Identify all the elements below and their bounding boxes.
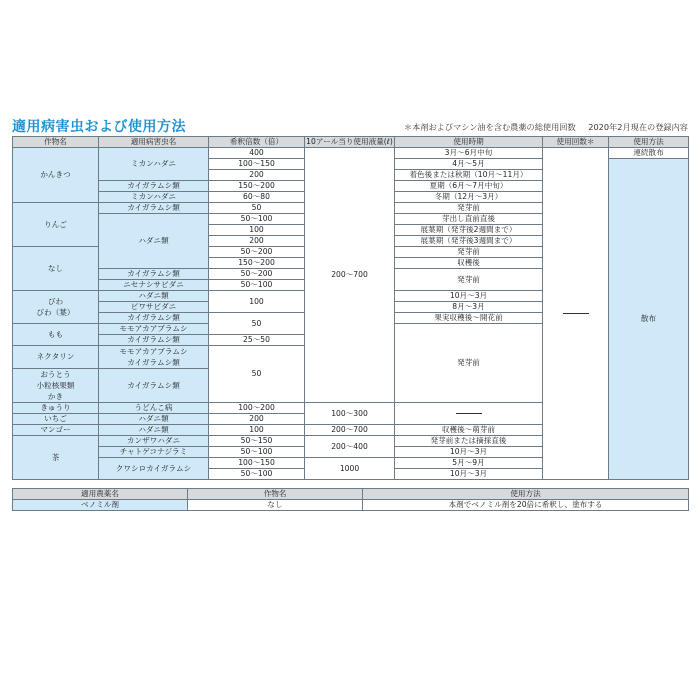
table-row bbox=[13, 500, 689, 511]
dilution-cell: 100 bbox=[209, 425, 305, 436]
dilution-cell: 50～150 bbox=[209, 436, 305, 447]
dilution-cell: 50～200 bbox=[209, 247, 305, 258]
pest-cell: ニセナシサビダニ bbox=[99, 280, 209, 291]
pest-cell: ミカンハダニ bbox=[99, 148, 209, 181]
timing-cell: 10月～3月 bbox=[395, 447, 543, 458]
dilution-cell: 60～80 bbox=[209, 192, 305, 203]
crop-cell: いちご bbox=[13, 414, 99, 425]
timing-cell: 収穫後～萌芽前 bbox=[395, 425, 543, 436]
pest-cell: カイガラムシ類 bbox=[99, 369, 209, 403]
crop-cell: かんきつ bbox=[13, 148, 99, 203]
timing-cell: 発芽前 bbox=[395, 324, 543, 403]
sub-pesticide-cell: ベノミル剤 bbox=[13, 500, 188, 511]
method-cell: 散布 bbox=[609, 159, 689, 480]
header-timing: 使用時期 bbox=[395, 137, 543, 148]
volume-cell: 200～700 bbox=[305, 425, 395, 436]
timing-cell: 8月～3月 bbox=[395, 302, 543, 313]
crop-cell: きゅうり bbox=[13, 403, 99, 414]
dilution-cell: 150～200 bbox=[209, 258, 305, 269]
timing-cell: 果実収穫後～開花前 bbox=[395, 313, 543, 324]
dilution-cell: 100～150 bbox=[209, 458, 305, 469]
pest-cell: カンザワハダニ bbox=[99, 436, 209, 447]
mixing-table bbox=[12, 488, 689, 511]
dilution-cell: 200 bbox=[209, 414, 305, 425]
dilution-cell: 200 bbox=[209, 236, 305, 247]
volume-cell: 200～400 bbox=[305, 436, 395, 458]
dilution-cell: 100～200 bbox=[209, 403, 305, 414]
timing-cell: 展葉期（発芽後2週間まで） bbox=[395, 225, 543, 236]
header-dilution: 希釈倍数（倍） bbox=[209, 137, 305, 148]
registration-document bbox=[12, 116, 688, 511]
timing-cell: 発芽前 bbox=[395, 269, 543, 291]
timing-cell: 発芽前または摘採直後 bbox=[395, 436, 543, 447]
dilution-cell: 25～50 bbox=[209, 335, 305, 346]
sub-method-cell: 本剤でベノミル剤を20倍に希釈し、塗布する bbox=[363, 500, 689, 511]
dilution-cell: 100 bbox=[209, 225, 305, 236]
pest-cell: カイガラムシ類 bbox=[99, 181, 209, 192]
pest-cell: ハダニ類 bbox=[99, 425, 209, 436]
volume-cell: 200～700 bbox=[305, 148, 395, 403]
crop-label: びわ びわ（葉） bbox=[36, 297, 75, 317]
dilution-cell: 100～150 bbox=[209, 159, 305, 170]
volume-cell: 100～300 bbox=[305, 403, 395, 425]
header-notes bbox=[394, 122, 688, 136]
timing-cell: 10月～3月 bbox=[395, 469, 543, 480]
page-title: 適用病害虫および使用方法 bbox=[12, 119, 186, 135]
dilution-cell: 50 bbox=[209, 203, 305, 214]
dilution-cell: 100 bbox=[209, 291, 305, 313]
timing-cell: 収穫後 bbox=[395, 258, 543, 269]
pest-cell: ミカンハダニ bbox=[99, 192, 209, 203]
dilution-cell: 50～100 bbox=[209, 469, 305, 480]
count-cell bbox=[543, 148, 609, 480]
document-header bbox=[12, 116, 688, 136]
sub-crop-cell: なし bbox=[188, 500, 363, 511]
crop-cell: もも bbox=[13, 324, 99, 346]
timing-cell: 着色後または秋期（10月～11月） bbox=[395, 170, 543, 181]
crop-cell: マンゴー bbox=[13, 425, 99, 436]
timing-cell: 5月～9月 bbox=[395, 458, 543, 469]
registration-date-note: 2020年2月現在の登録内容 bbox=[588, 122, 688, 132]
pest-cell: モモアカアブラムシ bbox=[99, 324, 209, 335]
crop-cell: 茶 bbox=[13, 436, 99, 480]
sub-header-crop: 作物名 bbox=[188, 489, 363, 500]
volume-cell: 1000 bbox=[305, 458, 395, 480]
dilution-cell: 150～200 bbox=[209, 181, 305, 192]
timing-cell: 発芽前 bbox=[395, 203, 543, 214]
table-row bbox=[13, 148, 689, 159]
method-cell: 連続散布 bbox=[609, 148, 689, 159]
header-count: 使用回数＊ bbox=[543, 137, 609, 148]
application-table bbox=[12, 136, 689, 480]
timing-cell: 10月～3月 bbox=[395, 291, 543, 302]
dilution-cell: 50～100 bbox=[209, 280, 305, 291]
dash-mark bbox=[563, 313, 589, 314]
pest-cell bbox=[99, 346, 209, 369]
timing-cell bbox=[395, 403, 543, 425]
timing-cell: 4月～5月 bbox=[395, 159, 543, 170]
sub-header-method: 使用方法 bbox=[363, 489, 689, 500]
header-volume: 10アール当り使用液量(ℓ) bbox=[306, 137, 393, 146]
timing-cell: 芽出し直前直後 bbox=[395, 214, 543, 225]
pest-cell: ハダニ類 bbox=[99, 214, 209, 269]
crop-cell bbox=[13, 291, 99, 324]
dilution-cell: 50～100 bbox=[209, 214, 305, 225]
timing-cell: 夏期（6月～7月中旬） bbox=[395, 181, 543, 192]
sub-header-row bbox=[13, 489, 689, 500]
timing-cell: 展葉期（発芽後3週間まで） bbox=[395, 236, 543, 247]
crop-label: おうとう 小粒核果類 かき bbox=[36, 370, 75, 401]
crop-cell: りんご bbox=[13, 203, 99, 247]
dilution-cell: 50～100 bbox=[209, 447, 305, 458]
pest-cell: カイガラムシ類 bbox=[99, 269, 209, 280]
table-header-row bbox=[13, 137, 689, 148]
timing-cell: 発芽前 bbox=[395, 247, 543, 258]
pest-cell: ハダニ類 bbox=[99, 291, 209, 302]
header-pest: 適用病害虫名 bbox=[99, 137, 209, 148]
dilution-cell: 50 bbox=[209, 346, 305, 403]
pest-cell: うどんこ病 bbox=[99, 403, 209, 414]
crop-cell bbox=[13, 369, 99, 403]
pest-label: モモアカアブラムシ カイガラムシ類 bbox=[119, 347, 188, 367]
dash-mark bbox=[456, 413, 482, 414]
pest-cell: カイガラムシ類 bbox=[99, 313, 209, 324]
dilution-cell: 50～200 bbox=[209, 269, 305, 280]
pest-cell: ハダニ類 bbox=[99, 414, 209, 425]
crop-cell: ネクタリン bbox=[13, 346, 99, 369]
header-crop: 作物名 bbox=[13, 137, 99, 148]
pest-cell: クワシロカイガラムシ bbox=[99, 458, 209, 480]
dilution-cell: 400 bbox=[209, 148, 305, 159]
timing-cell: 3月～6月中旬 bbox=[395, 148, 543, 159]
pest-cell: カイガラムシ類 bbox=[99, 203, 209, 214]
dilution-cell: 50 bbox=[209, 313, 305, 335]
pest-cell: ビワサビダニ bbox=[99, 302, 209, 313]
pest-cell: チャトゲコナジラミ bbox=[99, 447, 209, 458]
pest-cell: カイガラムシ類 bbox=[99, 335, 209, 346]
header-method: 使用方法 bbox=[609, 137, 689, 148]
crop-cell: なし bbox=[13, 247, 99, 291]
timing-cell: 冬期（12月～3月） bbox=[395, 192, 543, 203]
dilution-cell: 200 bbox=[209, 170, 305, 181]
total-usage-note: ＊本剤およびマシン油を含む農薬の総使用回数 bbox=[403, 122, 576, 132]
sub-header-pesticide: 適用農薬名 bbox=[13, 489, 188, 500]
